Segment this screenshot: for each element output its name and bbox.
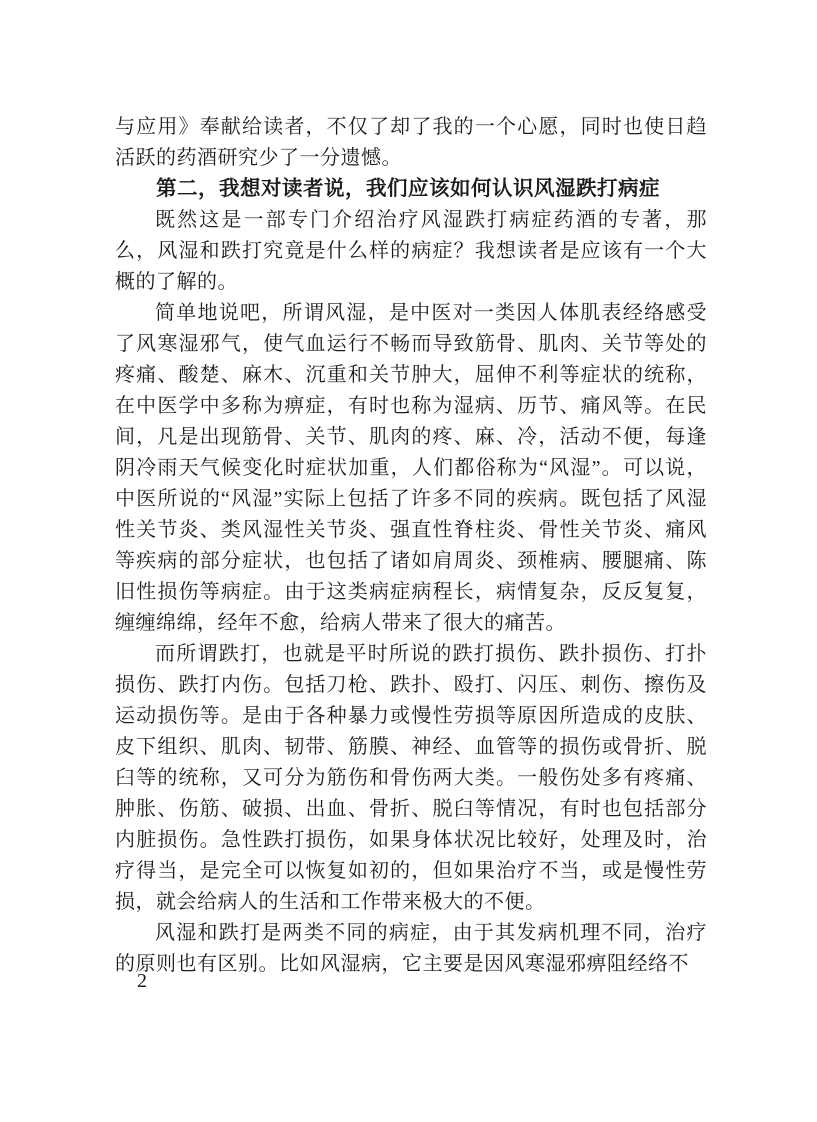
paragraph: 而所谓跌打，也就是平时所说的跌打损伤、跌扑损伤、打扑损伤、跌打内伤。包括刀枪、跌扑、殴打、闪压、刺伤、擦伤及运动损伤等。是由于各种暴力或慢性劳损等原因所造成的皮肤、皮下组织、肌肉、韧带、筋膜、神经、血管等的损伤或骨折、脱臼等的统称，又可分为筋伤和骨伤两大类。一般伤处多有疼痛、肿胀、伤筋、破损、出血、骨折、脱臼等情况，有时也包括部分内脏损伤。急性跌打损伤，如果身体状况比较好，处理及时，治疗得当，是完全可以恢复如初的，但如果治疗不当，或是慢性劳损，就会给病人的生活和工作带来极大的不便。 [115,643,707,913]
section-heading: 第二，我想对读者说，我们应该如何认识风湿跌打病症 [156,178,660,200]
text-block [115,112,707,980]
page-number: 2 [137,970,147,992]
paragraph-continuation: 与应用》奉献给读者，不仅了却了我的一个心愿，同时也使日趋活跃的药酒研究少了一分遗憾。 [115,116,707,169]
paragraph: 既然这是一部专门介绍治疗风湿跌打病症药酒的专著，那么，风湿和跌打究竟是什么样的病症？我想读者是应该有一个大概的了解的。 [115,209,707,293]
paragraph: 风湿和跌打是两类不同的病症，由于其发病机理不同，治疗的原则也有区别。比如风湿病，它主要是因风寒湿邪痹阻经络不 [115,922,707,975]
paragraph: 简单地说吧，所谓风湿，是中医对一类因人体肌表经络感受了风寒湿邪气，使气血运行不畅而导致筋骨、肌肉、关节等处的疼痛、酸楚、麻木、沉重和关节肿大，屈伸不利等症状的统称，在中医学中多称为痹症，有时也称为湿病、历节、痛风等。在民间，凡是出现筋骨、关节、肌肉的疼、麻、冷，活动不便，每逢阴冷雨天气候变化时症状加重，人们都俗称为“风湿”。可以说，中医所说的“风湿”实际上包括了许多不同的疾病。既包括了风湿性关节炎、类风湿性关节炎、强直性脊柱炎、骨性关节炎、痛风等疾病的部分症状，也包括了诸如肩周炎、颈椎病、腰腿痛、陈旧性损伤等病症。由于这类病症病程长，病情复杂，反反复复，缠缠绵绵，经年不愈，给病人带来了很大的痛苦。 [115,302,707,634]
